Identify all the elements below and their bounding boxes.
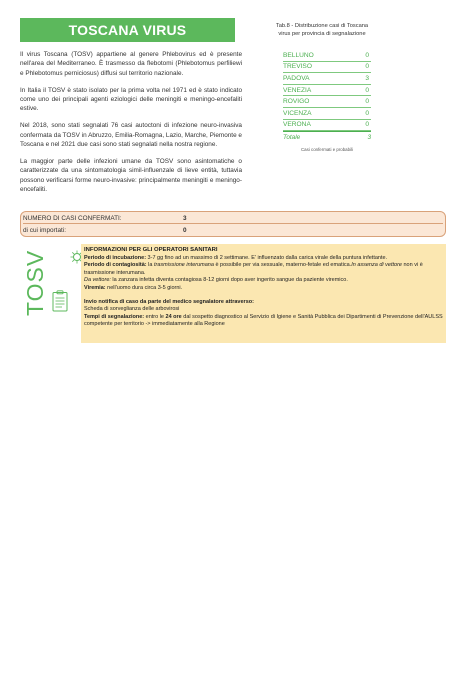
province-value: 0 xyxy=(365,86,369,94)
intro-text xyxy=(20,50,242,202)
province-name: VENEZIA xyxy=(283,86,312,94)
viremia-line: Viremia: nell'uomo dura circa 3-5 giorni. xyxy=(84,284,183,291)
province-value: 3 xyxy=(365,74,369,82)
table-title: Tab.8 - Distribuzione casi di Toscana virus per provincia di segnalazione xyxy=(275,23,369,37)
cases-summary xyxy=(20,211,446,237)
table-footnote: Casi confermati e probabili xyxy=(301,147,353,152)
info-panel xyxy=(81,244,446,343)
province-name: TREVISO xyxy=(283,63,312,71)
confirmed-cases-row xyxy=(23,213,443,224)
confirmed-label: NUMERO DI CASI CONFERMATI: xyxy=(23,214,122,222)
province-name: ROVIGO xyxy=(283,98,310,106)
notify-text: Scheda di sorveglianza delle arbovirosi xyxy=(84,306,180,313)
province-value: 0 xyxy=(365,51,369,59)
timing-line: Tempi di segnalazione: entro le 24 ore dal sospetto diagnostico al Servizio di Igiene e Sanità Pubblica dei Dipartimenti di Prevenzione dell'AULSS competente per territorio -> immediatamente alla Regione xyxy=(84,313,443,328)
province-name: VICENZA xyxy=(283,109,312,117)
imported-label: di cui importati: xyxy=(23,227,66,234)
vector-line: Da vettore: la zanzara infetta diventa contagiosa 8-12 giorni dopo aver ingerito sangue da paziente viremico. xyxy=(84,277,348,284)
province-value: 0 xyxy=(365,109,369,117)
tosv-side-panel xyxy=(20,244,70,344)
paragraph: Nel 2018, sono stati segnalati 76 casi autoctoni di infezione neuro-invasiva confermata da TOSV in Abruzzo, Emilia-Romagna, Lazio, Marche, Piemonte e Toscana e nel 2021 due casi sono stati segnalati nella nostra regione. xyxy=(20,122,242,149)
table-row xyxy=(283,85,371,97)
table-total-row xyxy=(283,131,371,142)
province-table xyxy=(283,50,371,142)
total-value: 3 xyxy=(367,133,371,141)
incubation-line: Periodo di incubazione: 3-7 gg fino ad un massimo di 2 settimane. E' influenzato dalla carica virale della puntura infettante. xyxy=(84,254,388,261)
province-value: 0 xyxy=(365,98,369,106)
province-value: 0 xyxy=(365,63,369,71)
province-value: 0 xyxy=(365,121,369,129)
clipboard-icon xyxy=(52,290,68,312)
total-label: Totale xyxy=(283,133,301,141)
confirmed-value: 3 xyxy=(183,214,187,222)
province-name: BELLUNO xyxy=(283,51,314,59)
contagion-line: Periodo di contagiosità: la trasmissione interumana è possibile per via sessuale, materno-fetale ed ematica.In assenza di vettore non vi è trasmissione interumana. xyxy=(84,262,423,276)
paragraph: In Italia il TOSV è stato isolato per la prima volta nel 1971 ed è stato indicato come uno dei principali agenti eziologici delle meningiti e meningo-encefaliti estive. xyxy=(20,86,242,113)
side-label: TOSV xyxy=(22,249,48,316)
info-heading: INFORMAZIONI PER GLI OPERATORI SANITARI xyxy=(84,247,218,253)
table-row xyxy=(283,73,371,85)
table-row xyxy=(283,120,371,132)
paragraph: Il virus Toscana (TOSV) appartiene al genere Phlebovirus ed è presente nell'area del Mediterraneo. È trasmesso da flebotomi (Phlebotomus perfiliewi e Phlebotomus perniciosus) diffusi sul territorio nazionale. xyxy=(20,51,242,77)
page-title: TOSCANA VIRUS xyxy=(20,18,235,42)
province-name: VERONA xyxy=(283,121,311,129)
paragraph: La maggior parte delle infezioni umane da TOSV sono asintomatiche o caratterizzate da una sintomatologia simil-influenzale di lieve entità, tuttavia possono verificarsi forme neuro-invasive: principalmente meningiti e meningo-encefaliti. xyxy=(20,157,242,194)
table-row xyxy=(283,62,371,74)
province-name: PADOVA xyxy=(283,74,310,82)
table-row xyxy=(283,108,371,120)
table-row xyxy=(283,50,371,62)
imported-cases-row xyxy=(23,225,187,236)
table-row xyxy=(283,96,371,108)
notify-heading: Invio notifica di caso da parte del medico segnalatore attraverso: xyxy=(84,298,254,305)
imported-value: 0 xyxy=(183,227,187,234)
